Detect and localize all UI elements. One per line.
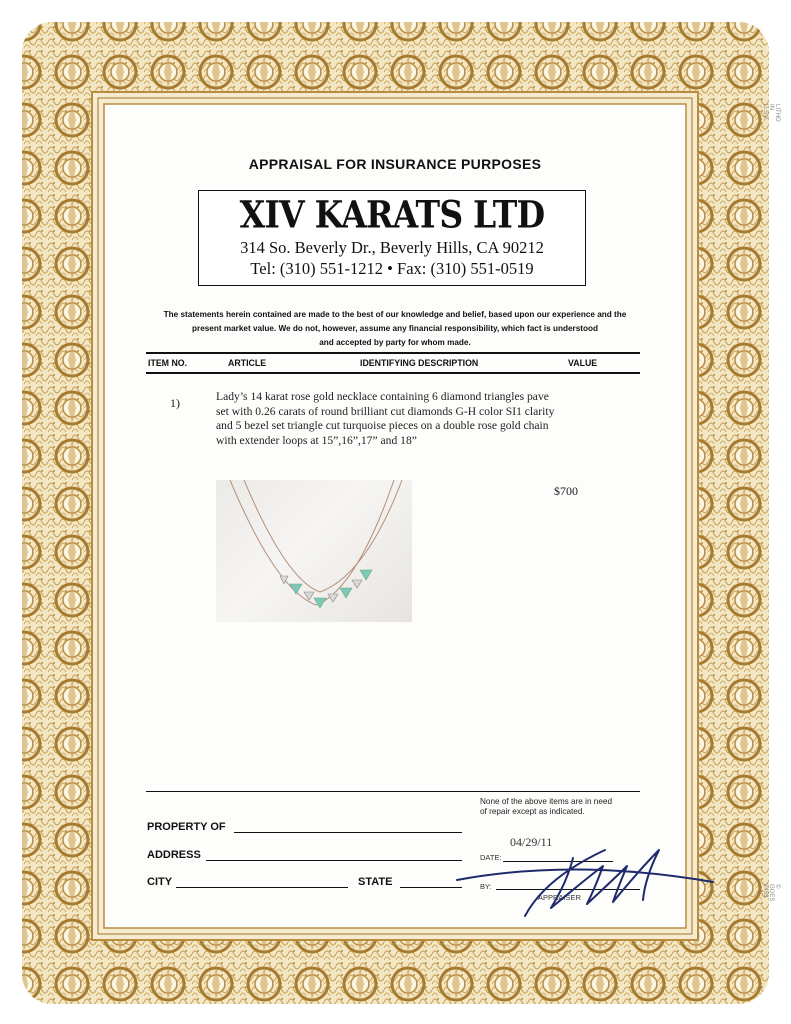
address-label: ADDRESS [147,849,201,861]
item-number: 1) [170,396,180,410]
copyright-mark: © GOES 2453 [762,884,780,902]
disclaimer-line: The statements herein contained are made to the best of our knowledge and belief, based upon our experience and the [163,310,627,319]
disclaimer-line: and accepted by party for whom made. [319,338,471,347]
necklace-image [216,480,412,622]
state-label: STATE [358,876,393,888]
by-label: BY: [480,882,492,891]
document-title: APPRAISAL FOR INSURANCE PURPOSES [248,156,542,172]
column-header-description: IDENTIFYING DESCRIPTION [360,358,479,368]
repair-note: None of the above items are in need of repair except as indicated. [480,797,612,816]
necklace-photo [216,480,412,622]
address-line[interactable] [206,860,462,861]
property-of-line[interactable] [234,832,462,833]
disclaimer-line: present market value. We do not, however, assume any financial responsibility, which fact is understood [192,324,598,333]
table-header-rule [146,372,640,374]
item-description: Lady’s 14 karat rose gold necklace containing 6 diamond triangles pave set with 0.26 carats of round brilliant cut diamonds G-H color SI1 clarity and 5 bezel set triangle cut turquoise pieces on a double rose gold chain with extender loops at 15”,16”,17” and 18” [216,390,555,447]
company-phone: Tel: (310) 551-1212 • Fax: (310) 551-0519 [250,259,534,278]
company-name: XIV KARATS LTD [239,192,545,237]
city-label: CITY [147,876,173,888]
state-line[interactable] [400,887,462,888]
appraiser-signature [455,838,725,922]
litho-mark: LITHO IN U.S.A. [762,104,780,122]
property-of-label: PROPERTY OF [147,821,226,833]
column-header-article: ARTICLE [228,358,267,368]
column-header-item-no: ITEM NO. [148,358,188,368]
disclaimer-text [140,308,650,350]
appraisal-date: 04/29/11 [510,835,553,849]
date-label: DATE: [480,853,502,862]
letterhead-box [198,190,586,286]
table-top-rule [146,352,640,354]
signature-section-rule [146,791,640,792]
appraiser-label: APPRAISER [538,893,581,902]
company-address: 314 So. Beverly Dr., Beverly Hills, CA 90212 [240,238,544,257]
item-value: $700 [554,484,578,498]
city-line[interactable] [176,887,348,888]
column-header-value: VALUE [568,358,598,368]
